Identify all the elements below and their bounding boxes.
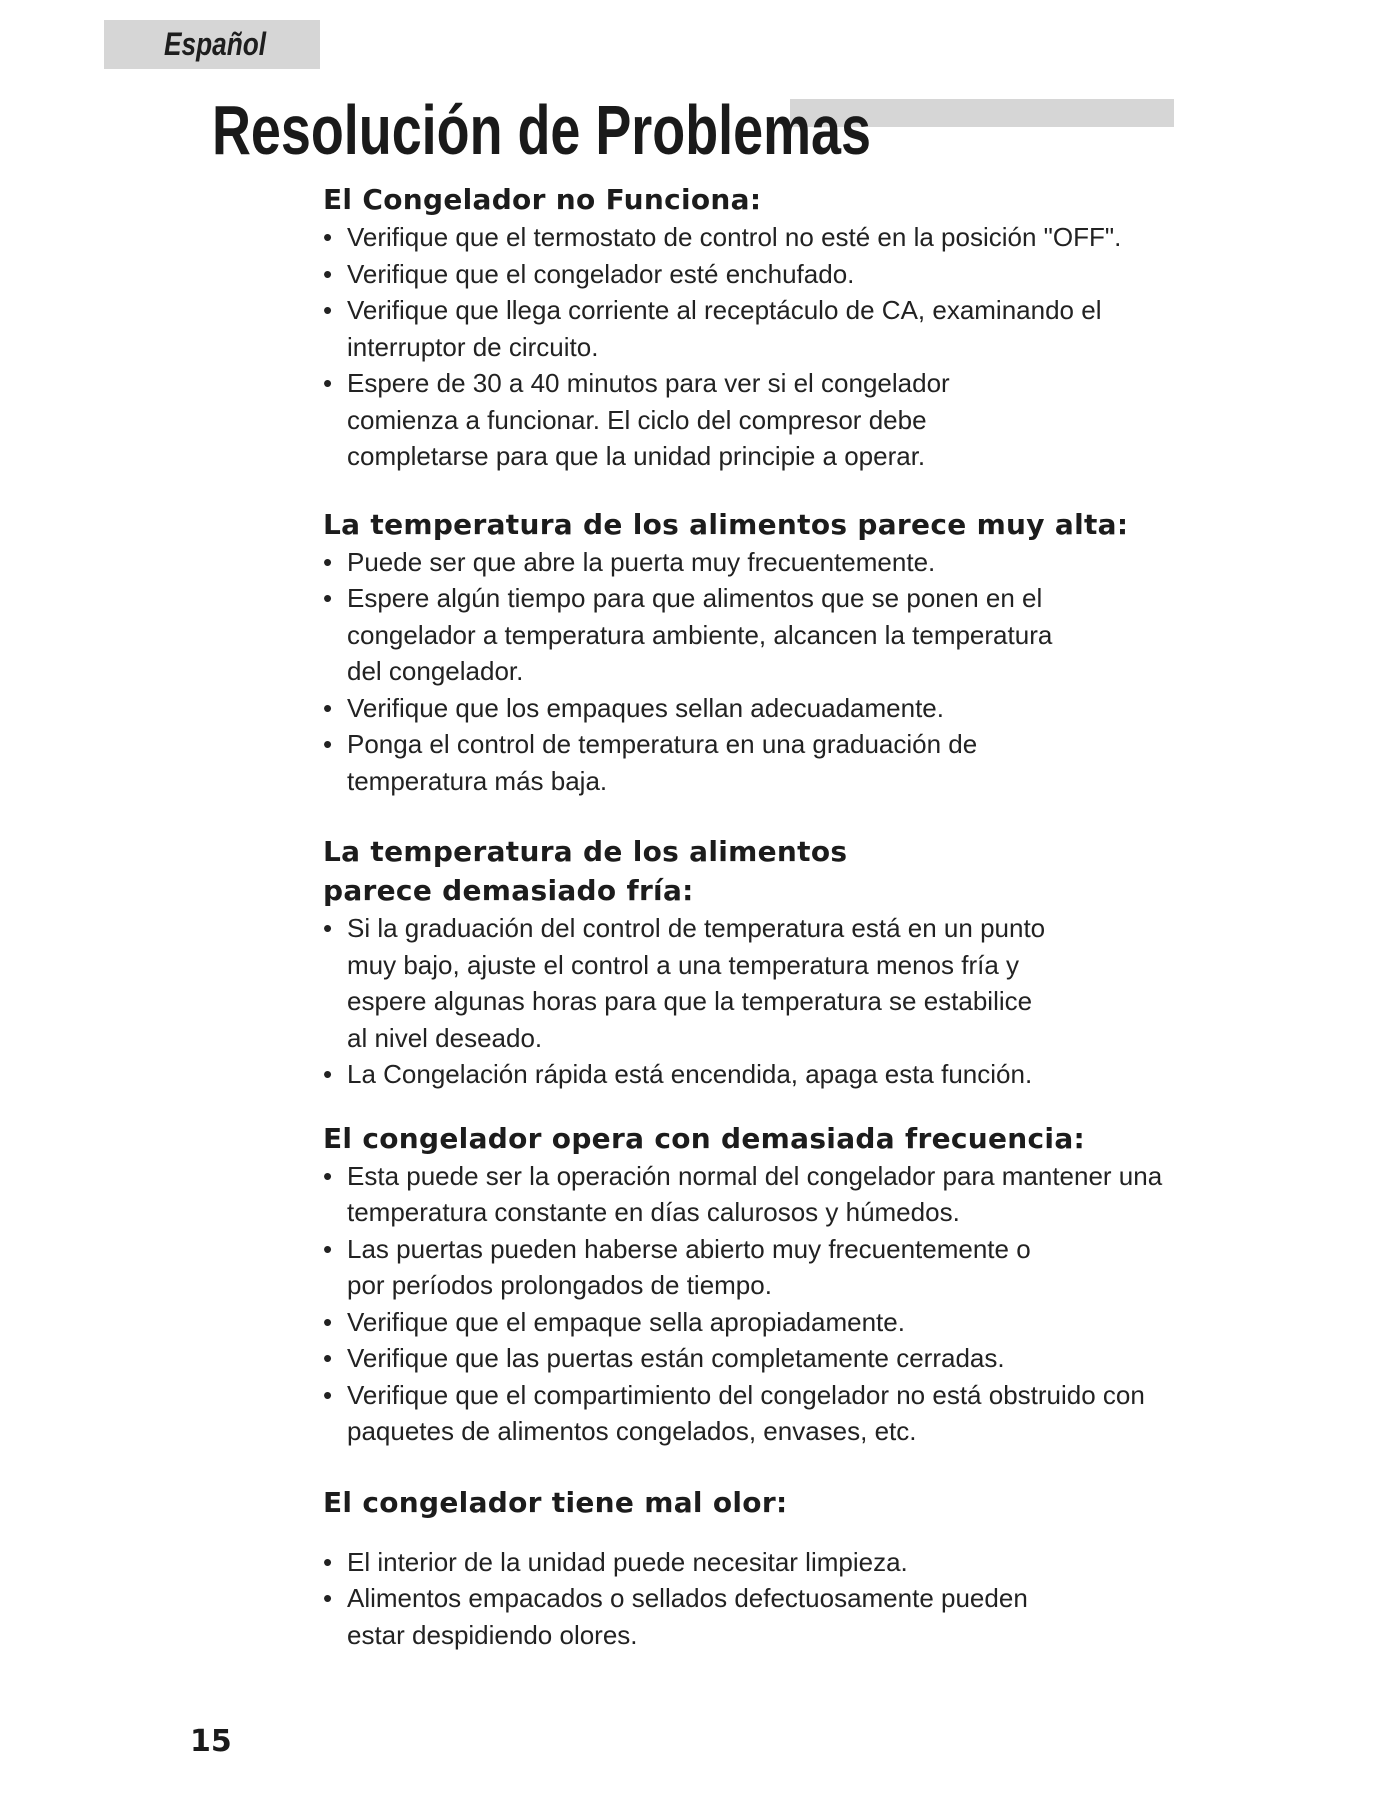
item-text: • Las puertas pueden haberse abierto muy frecuentemente o por períodos prolongados de tiempo. xyxy=(347,1233,1031,1300)
item-text: • Espere de 30 a 40 minutos para ver si el congelador comienza a funcionar. El ciclo del compresor debe completarse para que la unidad principie a operar. xyxy=(347,368,950,471)
list-item xyxy=(323,1377,1203,1450)
item-list xyxy=(323,1544,1203,1654)
list-item xyxy=(323,1580,1203,1653)
language-tab xyxy=(104,20,320,69)
page-title: Resolución de Problemas xyxy=(212,91,871,169)
item-text: • Ponga el control de temperatura en una graduación de temperatura más baja. xyxy=(347,729,978,796)
item-text: • Si la graduación del control de temperatura está en un punto muy bajo, ajuste el control a una temperatura menos fría y espere algunas horas para que la temperatura se estabilice al nivel deseado. xyxy=(347,913,1046,1053)
list-item xyxy=(323,292,1203,365)
list-item: • Verifique que el empaque sella apropiadamente. xyxy=(323,1304,1203,1341)
language-label: Español xyxy=(164,26,267,62)
item-text: • Espere algún tiempo para que alimentos que se ponen en el congelador a temperatura ambiente, alcancen la temperatura del congelador. xyxy=(347,583,1053,686)
list-item xyxy=(323,1158,1203,1231)
list-item: • Verifique que las puertas están completamente cerradas. xyxy=(323,1340,1203,1377)
list-item xyxy=(323,726,1203,799)
section-title: El Congelador no Funciona: xyxy=(323,183,762,216)
section-food-too-warm xyxy=(323,505,1203,800)
list-item xyxy=(323,1231,1203,1304)
item-list xyxy=(323,1158,1203,1450)
list-item xyxy=(323,365,1203,475)
item-list xyxy=(323,544,1203,800)
section-bad-odor xyxy=(323,1483,1203,1654)
section-title: El congelador opera con demasiada frecuencia: xyxy=(323,1121,1086,1155)
troubleshooting-content xyxy=(323,180,1203,1653)
item-list xyxy=(323,219,1203,475)
section-title xyxy=(323,832,1203,910)
list-item: • La Congelación rápida está encendida, apaga esta función. xyxy=(323,1056,1203,1093)
page-number: 15 xyxy=(190,1724,232,1759)
item-text: • Alimentos empacados o sellados defectuosamente pueden estar despidiendo olores. xyxy=(347,1583,1028,1650)
section-title: La temperatura de los alimentos parece muy alta: xyxy=(323,507,1129,541)
section-food-too-cold xyxy=(323,832,1203,1093)
section-freezer-not-working xyxy=(323,180,1203,475)
list-item: • Verifique que el termostato de control no esté en la posición "OFF". xyxy=(323,219,1203,256)
item-text: • Esta puede ser la operación normal del congelador para mantener una temperatura constante en días calurosos y húmedos. xyxy=(347,1160,1163,1227)
list-item xyxy=(323,580,1203,690)
list-item: • Verifique que el congelador esté enchufado. xyxy=(323,256,1203,293)
item-text: • Verifique que llega corriente al receptáculo de CA, examinando el interruptor de circuito. xyxy=(347,295,1102,362)
section-runs-too-often xyxy=(323,1119,1203,1450)
item-list xyxy=(323,910,1203,1093)
list-item: • Puede ser que abre la puerta muy frecuentemente. xyxy=(323,544,1203,581)
section-title-line: La temperatura de los alimentos xyxy=(323,835,848,868)
section-title: El congelador tiene mal olor: xyxy=(323,1485,788,1519)
list-item: • Verifique que los empaques sellan adecuadamente. xyxy=(323,690,1203,727)
section-title-line: parece demasiado fría: xyxy=(323,874,694,907)
list-item: • El interior de la unidad puede necesitar limpieza. xyxy=(323,1544,1203,1581)
list-item xyxy=(323,910,1203,1056)
item-text: • Verifique que el compartimiento del congelador no está obstruido con paquetes de alimentos congelados, envases, etc. xyxy=(347,1379,1145,1446)
